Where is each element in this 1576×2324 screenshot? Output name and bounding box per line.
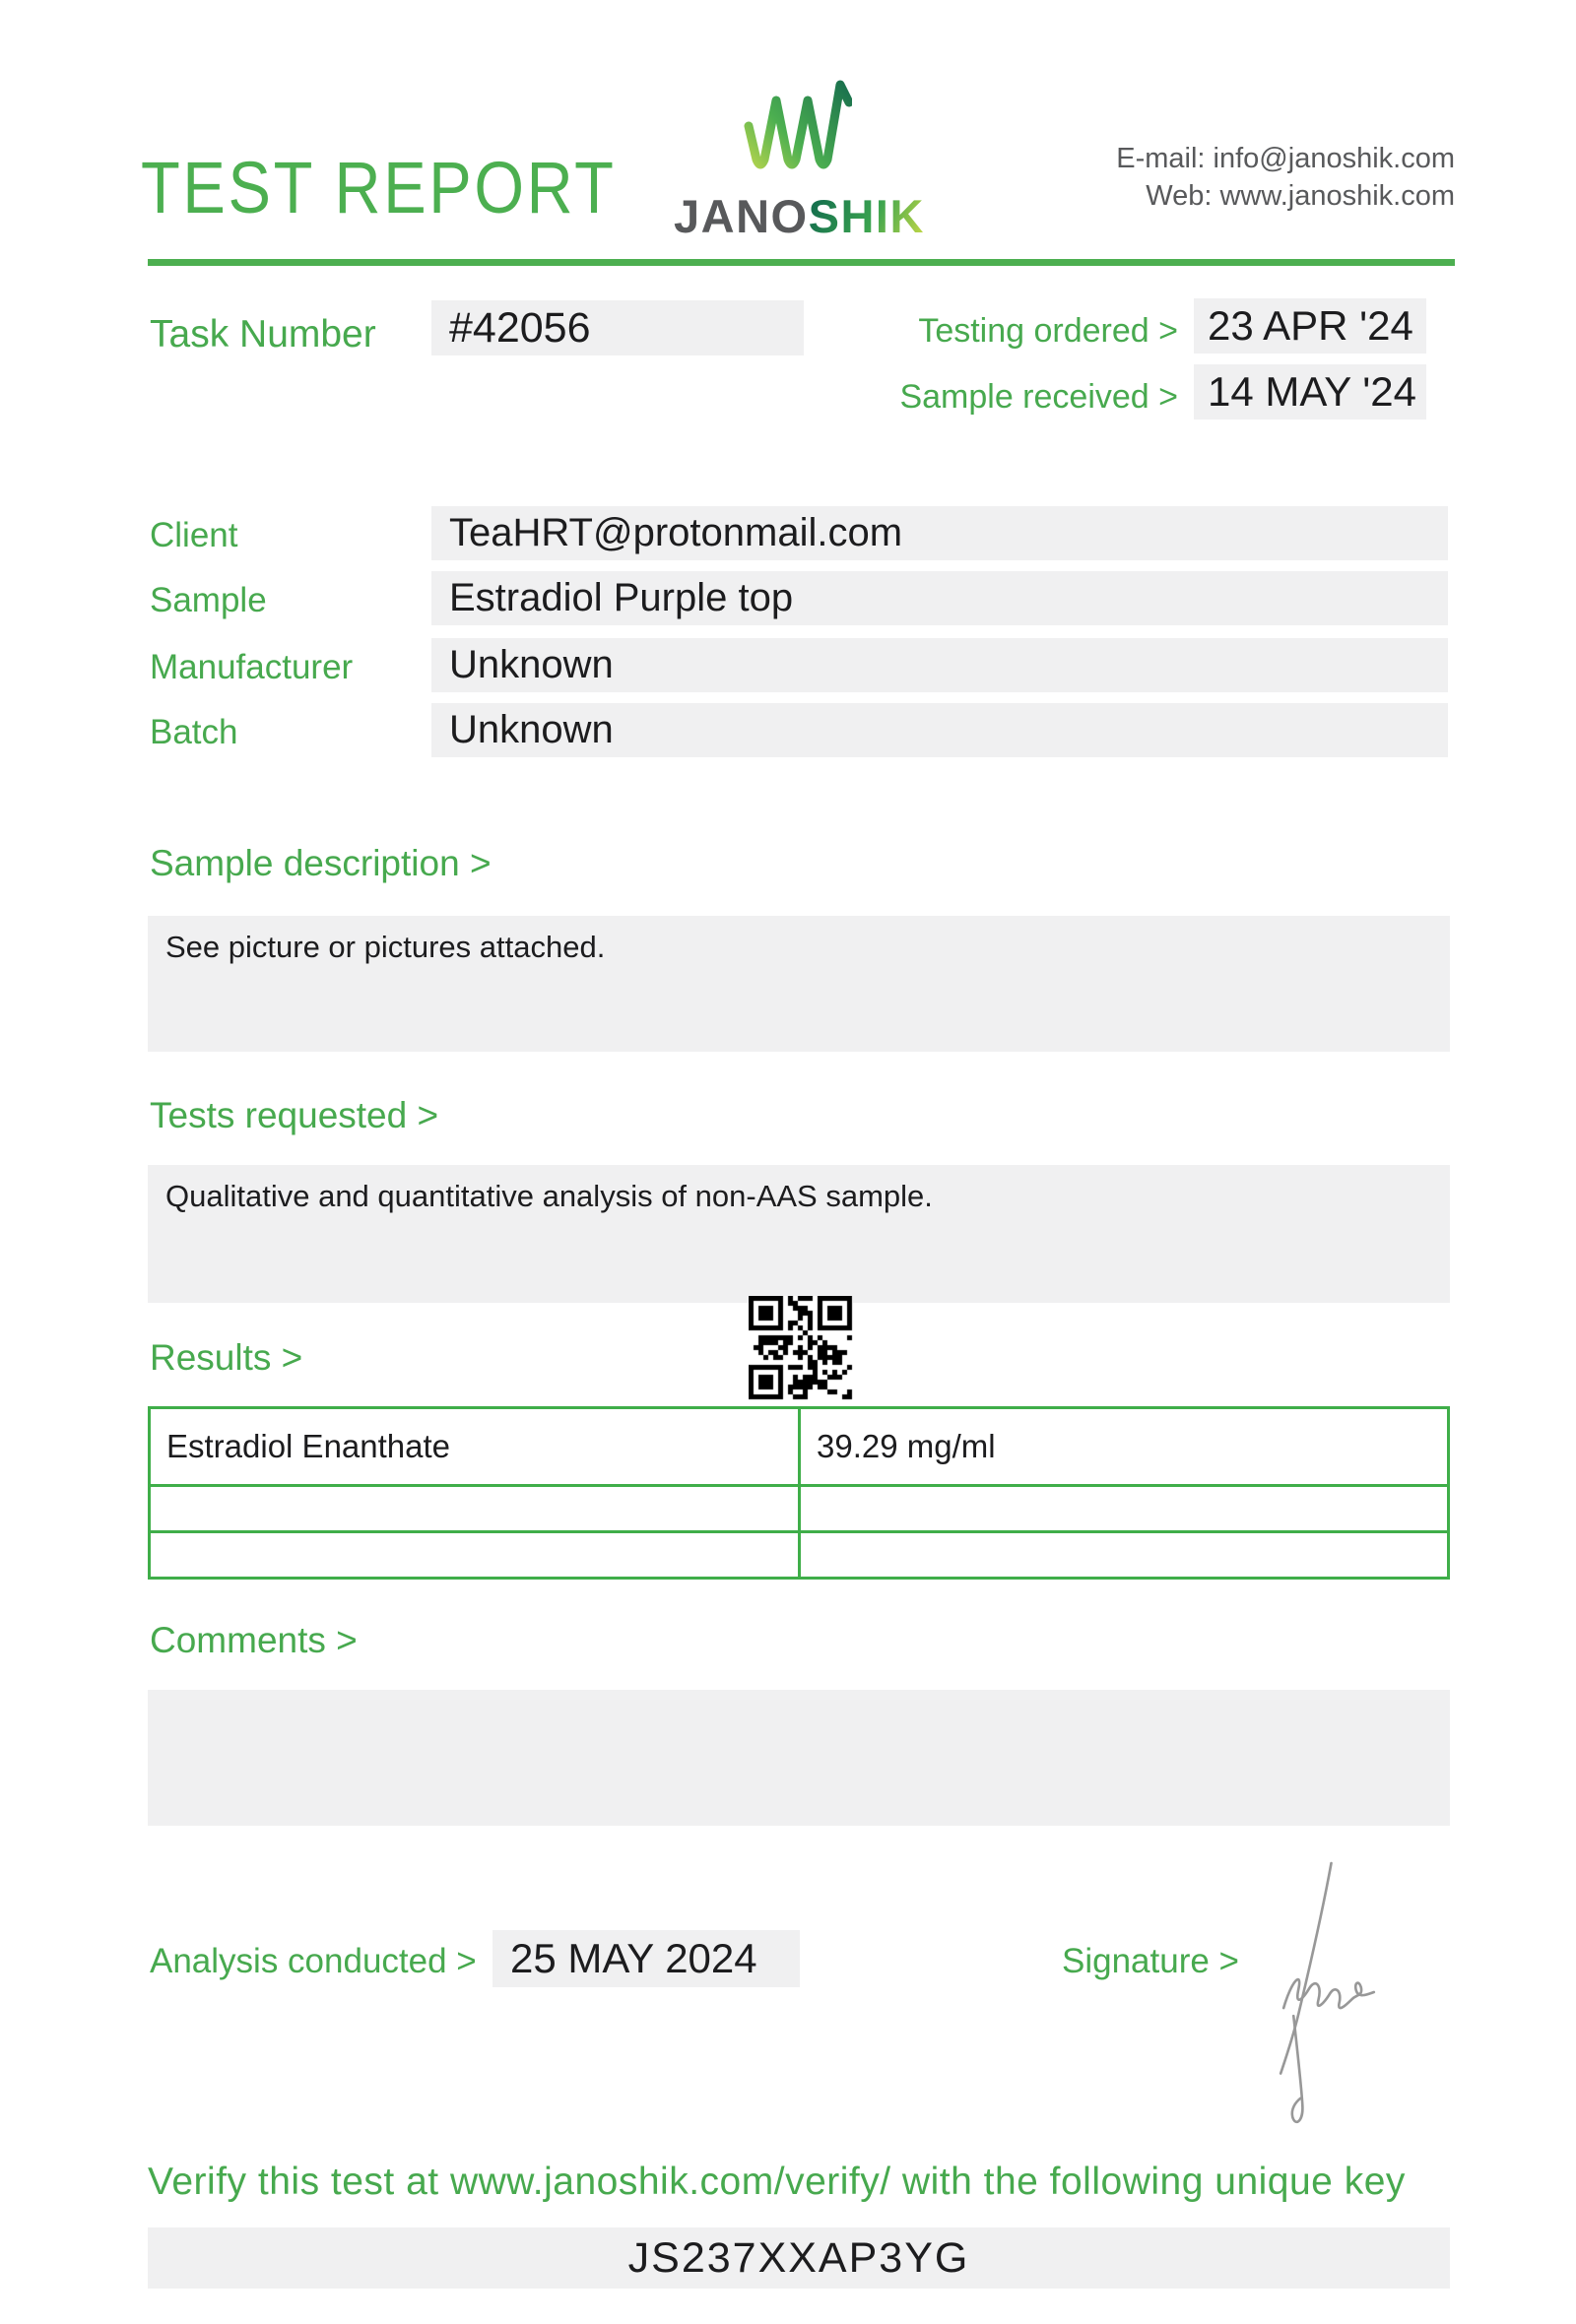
batch-value: Unknown	[431, 703, 1448, 757]
contact-block	[1116, 140, 1455, 215]
analysis-conducted-label: Analysis conducted >	[150, 1942, 477, 1980]
sample-description-heading: Sample description >	[150, 843, 492, 883]
tests-requested-heading: Tests requested >	[150, 1095, 439, 1135]
comments-box	[148, 1690, 1450, 1826]
verify-instruction: Verify this test at www.janoshik.com/verify/ with the following unique key	[148, 2161, 1406, 2203]
signature-label: Signature >	[1062, 1942, 1239, 1980]
manufacturer-label: Manufacturer	[150, 648, 354, 686]
task-number-value: #42056	[431, 300, 804, 355]
result-value-cell: 39.29 mg/ml	[801, 1409, 1447, 1487]
sample-description-box	[148, 916, 1450, 1052]
comments-heading: Comments >	[150, 1620, 358, 1660]
logo-text-gray: JANO	[674, 190, 809, 242]
manufacturer-value: Unknown	[431, 638, 1448, 692]
testing-ordered-label: Testing ordered >	[918, 312, 1178, 350]
handwritten-signature	[1271, 1857, 1387, 2133]
client-value: TeaHRT@protonmail.com	[431, 506, 1448, 560]
sample-description-text: See picture or pictures attached.	[165, 930, 606, 964]
task-number-label: Task Number	[150, 313, 376, 355]
results-table	[148, 1406, 1450, 1580]
page-title: TEST REPORT	[141, 147, 617, 228]
logo-text-green: SHIK	[808, 190, 925, 242]
comments-text	[148, 1690, 1450, 1704]
sample-value: Estradiol Purple top	[431, 571, 1448, 625]
contact-web: Web: www.janoshik.com	[1146, 180, 1455, 212]
logo-wordmark	[674, 189, 925, 243]
unique-key: JS237XXAP3YG	[627, 2234, 970, 2282]
qr-code	[749, 1296, 853, 1400]
sample-label: Sample	[150, 581, 267, 619]
contact-email: E-mail: info@janoshik.com	[1116, 143, 1455, 174]
result-analyte-cell	[151, 1487, 801, 1533]
growth-chart-icon	[739, 79, 852, 182]
client-label: Client	[150, 516, 238, 554]
sample-received-date: 14 MAY '24	[1194, 364, 1426, 420]
result-analyte-cell: Estradiol Enanthate	[151, 1409, 801, 1487]
testing-ordered-date: 23 APR '24	[1194, 298, 1426, 354]
analysis-date: 25 MAY 2024	[492, 1930, 800, 1987]
sample-received-label: Sample received >	[899, 378, 1178, 416]
unique-key-box	[148, 2227, 1450, 2289]
result-analyte-cell	[151, 1533, 801, 1577]
batch-label: Batch	[150, 713, 238, 751]
result-value-cell	[801, 1533, 1447, 1577]
results-heading: Results >	[150, 1337, 303, 1378]
tests-requested-text: Qualitative and quantitative analysis of non-AAS sample.	[165, 1179, 933, 1213]
header-divider	[148, 259, 1455, 266]
result-value-cell	[801, 1487, 1447, 1533]
tests-requested-box	[148, 1165, 1450, 1303]
